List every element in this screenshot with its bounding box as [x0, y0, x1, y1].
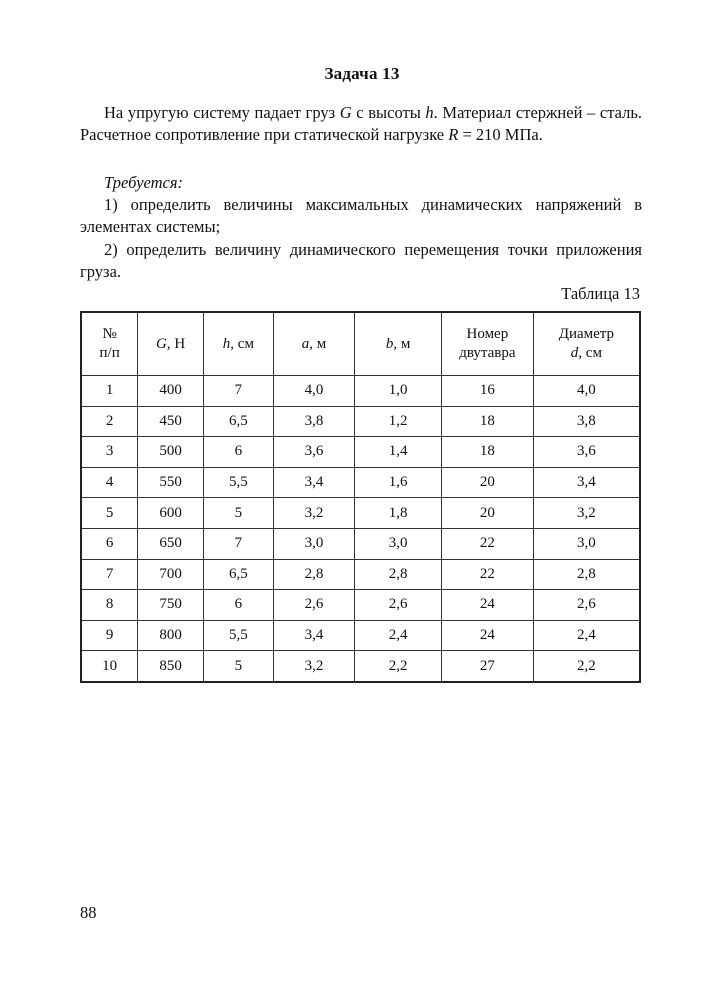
- table-row: [81, 528, 640, 559]
- table-cell: 500: [138, 437, 204, 468]
- table-cell: 400: [138, 376, 204, 407]
- table-cell: 10: [81, 651, 138, 682]
- table-cell: 2,8: [533, 559, 640, 590]
- table-cell: 750: [138, 590, 204, 621]
- header-h: h, см: [204, 312, 274, 376]
- header-a: a, м: [273, 312, 355, 376]
- table-cell: 9: [81, 620, 138, 651]
- table-cell: 850: [138, 651, 204, 682]
- table-cell: 1,0: [355, 376, 442, 407]
- table-row: [81, 620, 640, 651]
- table-row: [81, 376, 640, 407]
- table-cell: 2,8: [273, 559, 355, 590]
- table-cell: 3,4: [533, 467, 640, 498]
- header-g: G, Н: [138, 312, 204, 376]
- table-row: [81, 498, 640, 529]
- table-cell: 22: [441, 559, 533, 590]
- table-cell: 800: [138, 620, 204, 651]
- table-cell: 5: [81, 498, 138, 529]
- var-h: h: [425, 103, 434, 122]
- table-row: [81, 651, 640, 682]
- table-cell: 6: [81, 528, 138, 559]
- table-cell: 3,8: [533, 406, 640, 437]
- task-item-2: 2) определить величину динамического перемещения точки приложения груза.: [80, 240, 642, 281]
- table-cell: 18: [441, 437, 533, 468]
- table-cell: 700: [138, 559, 204, 590]
- table-cell: 5: [204, 651, 274, 682]
- table-cell: 2: [81, 406, 138, 437]
- table-cell: 2,2: [355, 651, 442, 682]
- table-cell: 3,4: [273, 620, 355, 651]
- table-cell: 18: [441, 406, 533, 437]
- table-cell: 1,2: [355, 406, 442, 437]
- data-table: [80, 311, 641, 683]
- intro-paragraph: [80, 102, 642, 146]
- table-cell: 3,4: [273, 467, 355, 498]
- table-cell: 1,4: [355, 437, 442, 468]
- requirement-label: Требуется:: [104, 173, 184, 192]
- table-cell: 27: [441, 651, 533, 682]
- table-cell: 3,0: [273, 528, 355, 559]
- table-cell: 3,2: [273, 498, 355, 529]
- intro-text-1: На упругую систему падает груз: [104, 103, 340, 122]
- table-cell: 2,4: [355, 620, 442, 651]
- table-cell: 5,5: [204, 467, 274, 498]
- header-beam-number: Номер двутавра: [441, 312, 533, 376]
- intro-text-2: с высоты: [351, 103, 426, 122]
- page-number: 88: [80, 903, 97, 922]
- intro-text-3: . Материал стержней – сталь. Расчетное сопротивление при статической нагрузке: [80, 103, 642, 144]
- table-cell: 6: [204, 437, 274, 468]
- intro-text-4: = 210 МПа.: [458, 125, 543, 144]
- var-r: R: [448, 125, 459, 144]
- table-cell: 24: [441, 590, 533, 621]
- table-cell: 22: [441, 528, 533, 559]
- table-cell: 450: [138, 406, 204, 437]
- table-cell: 4: [81, 467, 138, 498]
- table-cell: 8: [81, 590, 138, 621]
- table-cell: 5: [204, 498, 274, 529]
- table-row: [81, 590, 640, 621]
- header-diameter: Диаметр d, см: [533, 312, 640, 376]
- task-item-1: 1) определить величины максимальных динамических напряжений в элементах системы;: [80, 195, 642, 236]
- table-cell: 600: [138, 498, 204, 529]
- header-number: № п/п: [81, 312, 138, 376]
- table-cell: 6: [204, 590, 274, 621]
- table-row: [81, 406, 640, 437]
- table-cell: 2,4: [533, 620, 640, 651]
- table-cell: 7: [204, 528, 274, 559]
- table-row: [81, 559, 640, 590]
- table-cell: 16: [441, 376, 533, 407]
- table-row: [81, 437, 640, 468]
- table-cell: 7: [81, 559, 138, 590]
- table-cell: 20: [441, 498, 533, 529]
- table-header-row: [81, 312, 640, 376]
- table-cell: 24: [441, 620, 533, 651]
- table-cell: 3,0: [533, 528, 640, 559]
- var-g: G: [339, 103, 352, 122]
- table-cell: 7: [204, 376, 274, 407]
- table-caption: Таблица 13: [561, 284, 640, 303]
- table-cell: 2,2: [533, 651, 640, 682]
- table-cell: 5,5: [204, 620, 274, 651]
- table-cell: 3,0: [355, 528, 442, 559]
- table-cell: 2,6: [273, 590, 355, 621]
- table-cell: 3,6: [273, 437, 355, 468]
- table-body: [81, 376, 640, 682]
- table-row: [81, 467, 640, 498]
- table-cell: 3,2: [273, 651, 355, 682]
- table-cell: 650: [138, 528, 204, 559]
- table-cell: 4,0: [273, 376, 355, 407]
- page-title: Задача 13: [324, 64, 400, 83]
- table-cell: 2,6: [533, 590, 640, 621]
- table-cell: 1,8: [355, 498, 442, 529]
- table-cell: 3,2: [533, 498, 640, 529]
- table-cell: 2,6: [355, 590, 442, 621]
- header-b: b, м: [355, 312, 442, 376]
- table-cell: 3,6: [533, 437, 640, 468]
- table-cell: 20: [441, 467, 533, 498]
- table-cell: 3: [81, 437, 138, 468]
- table-cell: 1: [81, 376, 138, 407]
- table-cell: 2,8: [355, 559, 442, 590]
- table-cell: 6,5: [204, 406, 274, 437]
- table-cell: 550: [138, 467, 204, 498]
- table-cell: 1,6: [355, 467, 442, 498]
- table-cell: 3,8: [273, 406, 355, 437]
- table-cell: 6,5: [204, 559, 274, 590]
- table-cell: 4,0: [533, 376, 640, 407]
